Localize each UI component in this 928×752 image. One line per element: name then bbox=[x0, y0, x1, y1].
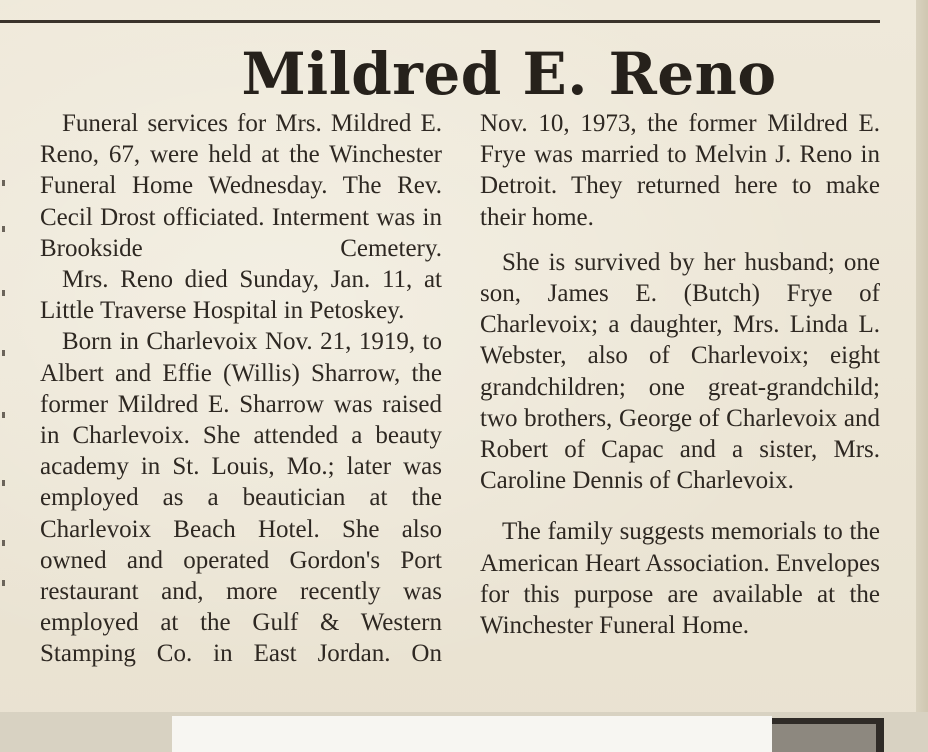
scan-gray-patch bbox=[772, 724, 876, 752]
scan-white-patch bbox=[172, 716, 772, 752]
paragraph-death: Mrs. Reno died Sunday, Jan. 11, at Little Traverse Hospital in Petoskey. bbox=[40, 266, 442, 325]
page-edge bbox=[916, 0, 928, 752]
paragraph-biography: Born in Charlevoix Nov. 21, 1919, to Albert and Effie (Willis) Sharrow, the former Mildred E. Sharrow was raised in Charlevoix. She attended a beauty academy in St. Louis, Mo.; later was employed as a beautician at the Charlevoix Beach Hotel. She also owned and operated Gordon's Port restaurant and, more recently was employed at the Gulf & Western Stamping Co. in East Jordan. On bbox=[40, 328, 442, 668]
paragraph-survivors: She is survived by her husband; one son, James E. (Butch) Frye of Charlevoix; a daughter, Mrs. Linda L. Webster, also of Charlevoix; eight grandchildren; one great-grandchild; two brothers, George of Charlevoix and Robert of Capac and a sister, Mrs. Caroline Dennis of Charlevoix. bbox=[480, 248, 880, 495]
margin-specks bbox=[0, 180, 10, 600]
paragraph-marriage: Nov. 10, 1973, the former Mildred E. Frye was married to Melvin J. Reno in Detroit. They returned here to make their home. bbox=[480, 110, 880, 231]
right-column bbox=[480, 108, 880, 641]
top-rule bbox=[0, 20, 880, 23]
paragraph-memorials: The family suggests memorials to the American Heart Association. Envelopes for this purpose are available at the Winchester Funeral Home. bbox=[480, 518, 880, 640]
paragraph-funeral-services: Funeral services for Mrs. Mildred E. Reno, 67, were held at the Winchester Funeral Home Wednesday. The Rev. Cecil Drost officiated. Interment was in Brookside Cemetery. bbox=[40, 110, 442, 262]
obituary-headline: Mildred E. Reno bbox=[241, 40, 777, 108]
left-column bbox=[40, 108, 442, 670]
